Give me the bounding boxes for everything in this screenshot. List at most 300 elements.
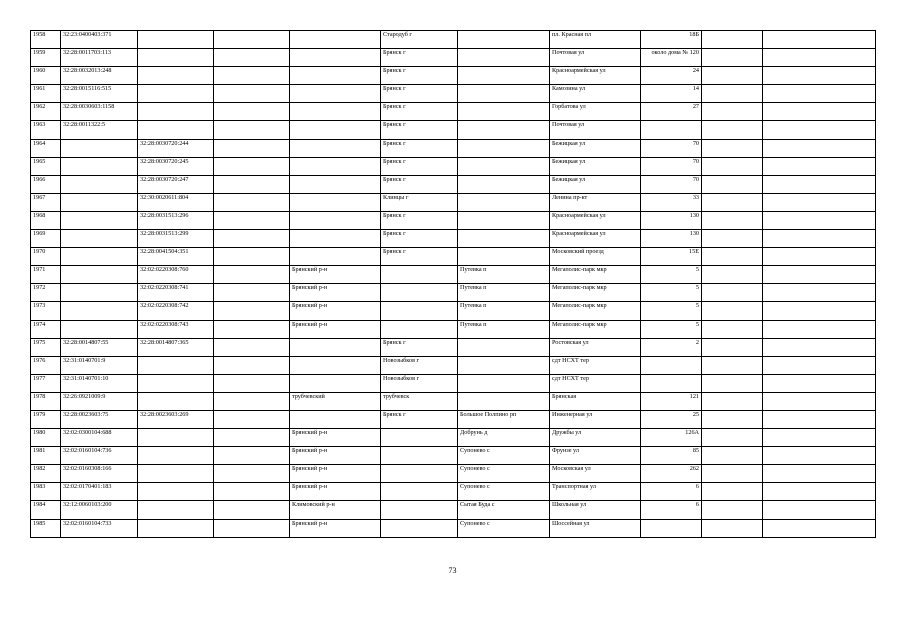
- street-cell: Почтовая ул: [550, 121, 641, 139]
- table-row: [31, 338, 876, 356]
- cadastral-number-2-cell: [138, 103, 214, 121]
- house-number-cell: 262: [641, 465, 702, 483]
- house-number-cell: 126А: [641, 429, 702, 447]
- extra-cell-1: [702, 501, 763, 519]
- cadastral-number-2-cell: 32:28:0041504:351: [138, 248, 214, 266]
- cadastral-number-cell: 32:28:0011703:113: [61, 49, 138, 67]
- cadastral-number-cell: 32:02:0300104:688: [61, 429, 138, 447]
- cadastral-number-2-cell: 32:02:0220308:742: [138, 302, 214, 320]
- street-cell: Московская ул: [550, 465, 641, 483]
- street-cell: Красноармейская ул: [550, 211, 641, 229]
- district-cell: Брянский р-н: [290, 483, 381, 501]
- district-cell: Брянский р-н: [290, 266, 381, 284]
- house-number-cell: 27: [641, 103, 702, 121]
- extra-cell-2: [763, 211, 876, 229]
- district-cell: [290, 157, 381, 175]
- house-number-cell: 70: [641, 157, 702, 175]
- city-cell: Стародуб г: [381, 31, 458, 49]
- table-row: [31, 284, 876, 302]
- extra-cell-1: [702, 356, 763, 374]
- extra-cell-2: [763, 320, 876, 338]
- table-row: [31, 31, 876, 49]
- street-cell: Мегаполис-парк мкр: [550, 320, 641, 338]
- extra-cell-2: [763, 501, 876, 519]
- street-cell: Бежицкая ул: [550, 175, 641, 193]
- district-cell: Брянский р-н: [290, 284, 381, 302]
- extra-cell-2: [763, 447, 876, 465]
- blank-cell: [214, 519, 290, 537]
- district-cell: [290, 139, 381, 157]
- row-number-cell: 1962: [31, 103, 61, 121]
- extra-cell-1: [702, 67, 763, 85]
- cadastral-number-2-cell: [138, 519, 214, 537]
- cadastral-number-cell: 32:28:0023603:75: [61, 410, 138, 428]
- row-number-cell: 1981: [31, 447, 61, 465]
- street-cell: Мегаполис-парк мкр: [550, 266, 641, 284]
- table-row: [31, 103, 876, 121]
- row-number-cell: 1983: [31, 483, 61, 501]
- street-cell: Московский проезд: [550, 248, 641, 266]
- district-cell: Брянский р-н: [290, 320, 381, 338]
- cadastral-number-2-cell: 32:28:0030720:247: [138, 175, 214, 193]
- extra-cell-1: [702, 103, 763, 121]
- blank-cell: [214, 483, 290, 501]
- cadastral-number-2-cell: 32:28:0030720:244: [138, 139, 214, 157]
- cadastral-number-2-cell: [138, 429, 214, 447]
- table-row: [31, 85, 876, 103]
- house-number-cell: 24: [641, 67, 702, 85]
- extra-cell-1: [702, 519, 763, 537]
- cadastral-number-cell: [61, 193, 138, 211]
- city-cell: Брянск г: [381, 85, 458, 103]
- cadastral-number-cell: 32:02:0160308:166: [61, 465, 138, 483]
- district-cell: Брянский р-н: [290, 447, 381, 465]
- street-cell: Бежицкая ул: [550, 157, 641, 175]
- cadastral-number-cell: 32:31:0140701:10: [61, 374, 138, 392]
- street-cell: Ленина пр-кт: [550, 193, 641, 211]
- cadastral-number-2-cell: [138, 501, 214, 519]
- district-cell: [290, 31, 381, 49]
- cadastral-number-cell: [61, 139, 138, 157]
- street-cell: сдт НСХТ тер: [550, 356, 641, 374]
- settlement-cell: [458, 85, 550, 103]
- extra-cell-2: [763, 302, 876, 320]
- cadastral-number-cell: 32:28:0032013:248: [61, 67, 138, 85]
- extra-cell-1: [702, 410, 763, 428]
- cadastral-number-2-cell: 32:02:0220308:741: [138, 284, 214, 302]
- settlement-cell: [458, 175, 550, 193]
- row-number-cell: 1964: [31, 139, 61, 157]
- settlement-cell: [458, 356, 550, 374]
- settlement-cell: [458, 67, 550, 85]
- settlement-cell: [458, 392, 550, 410]
- settlement-cell: [458, 230, 550, 248]
- blank-cell: [214, 356, 290, 374]
- settlement-cell: [458, 49, 550, 67]
- cadastral-number-2-cell: [138, 121, 214, 139]
- table-row: [31, 374, 876, 392]
- city-cell: [381, 429, 458, 447]
- extra-cell-1: [702, 483, 763, 501]
- table-row: [31, 392, 876, 410]
- city-cell: [381, 501, 458, 519]
- district-cell: [290, 211, 381, 229]
- house-number-cell: 85: [641, 447, 702, 465]
- table-row: [31, 67, 876, 85]
- extra-cell-2: [763, 85, 876, 103]
- extra-cell-1: [702, 374, 763, 392]
- cadastral-number-2-cell: 32:30:0020611:804: [138, 193, 214, 211]
- extra-cell-2: [763, 410, 876, 428]
- cadastral-number-2-cell: 32:28:0031513:296: [138, 211, 214, 229]
- extra-cell-1: [702, 175, 763, 193]
- extra-cell-1: [702, 465, 763, 483]
- table-row: [31, 410, 876, 428]
- cadastral-number-2-cell: [138, 483, 214, 501]
- extra-cell-2: [763, 121, 876, 139]
- extra-cell-2: [763, 284, 876, 302]
- cadastral-number-cell: [61, 320, 138, 338]
- district-cell: [290, 103, 381, 121]
- cadastral-number-cell: [61, 266, 138, 284]
- cadastral-number-2-cell: [138, 67, 214, 85]
- street-cell: Дружбы ул: [550, 429, 641, 447]
- cadastral-number-cell: [61, 230, 138, 248]
- house-number-cell: 70: [641, 175, 702, 193]
- table-row: [31, 248, 876, 266]
- extra-cell-2: [763, 157, 876, 175]
- row-number-cell: 1980: [31, 429, 61, 447]
- extra-cell-2: [763, 374, 876, 392]
- settlement-cell: [458, 374, 550, 392]
- row-number-cell: 1975: [31, 338, 61, 356]
- house-number-cell: 121: [641, 392, 702, 410]
- extra-cell-1: [702, 157, 763, 175]
- house-number-cell: 70: [641, 139, 702, 157]
- city-cell: Брянск г: [381, 175, 458, 193]
- street-cell: Бежицкая ул: [550, 139, 641, 157]
- extra-cell-1: [702, 338, 763, 356]
- city-cell: Брянск г: [381, 410, 458, 428]
- street-cell: Камозина ул: [550, 85, 641, 103]
- city-cell: Брянск г: [381, 157, 458, 175]
- city-cell: Клинцы г: [381, 193, 458, 211]
- extra-cell-1: [702, 320, 763, 338]
- settlement-cell: Путевка п: [458, 302, 550, 320]
- city-cell: [381, 302, 458, 320]
- district-cell: [290, 248, 381, 266]
- district-cell: [290, 67, 381, 85]
- street-cell: Шоссейная ул: [550, 519, 641, 537]
- district-cell: [290, 230, 381, 248]
- extra-cell-2: [763, 175, 876, 193]
- row-number-cell: 1978: [31, 392, 61, 410]
- settlement-cell: Путевка п: [458, 266, 550, 284]
- district-cell: Брянский р-н: [290, 302, 381, 320]
- table-row: [31, 139, 876, 157]
- row-number-cell: 1976: [31, 356, 61, 374]
- city-cell: [381, 447, 458, 465]
- cadastral-number-2-cell: [138, 374, 214, 392]
- blank-cell: [214, 31, 290, 49]
- table-row: [31, 429, 876, 447]
- cadastral-number-cell: [61, 248, 138, 266]
- blank-cell: [214, 320, 290, 338]
- table-body: [31, 31, 876, 538]
- extra-cell-1: [702, 429, 763, 447]
- street-cell: Брянская: [550, 392, 641, 410]
- house-number-cell: около дома № 120: [641, 49, 702, 67]
- district-cell: [290, 338, 381, 356]
- row-number-cell: 1959: [31, 49, 61, 67]
- city-cell: трубчевск: [381, 392, 458, 410]
- street-cell: сдт НСХТ тер: [550, 374, 641, 392]
- settlement-cell: Супонево с: [458, 447, 550, 465]
- cadastral-number-cell: 32:28:0014807:55: [61, 338, 138, 356]
- extra-cell-2: [763, 465, 876, 483]
- blank-cell: [214, 248, 290, 266]
- row-number-cell: 1982: [31, 465, 61, 483]
- table-row: [31, 157, 876, 175]
- cadastral-number-cell: [61, 157, 138, 175]
- table-row: [31, 320, 876, 338]
- cadastral-number-2-cell: 32:28:0014807:365: [138, 338, 214, 356]
- district-cell: [290, 356, 381, 374]
- blank-cell: [214, 121, 290, 139]
- city-cell: Брянск г: [381, 230, 458, 248]
- settlement-cell: Путевка п: [458, 284, 550, 302]
- street-cell: Мегаполис-парк мкр: [550, 302, 641, 320]
- extra-cell-1: [702, 284, 763, 302]
- extra-cell-1: [702, 230, 763, 248]
- blank-cell: [214, 157, 290, 175]
- house-number-cell: 15Е: [641, 248, 702, 266]
- row-number-cell: 1973: [31, 302, 61, 320]
- settlement-cell: Супонево с: [458, 483, 550, 501]
- settlement-cell: [458, 193, 550, 211]
- blank-cell: [214, 175, 290, 193]
- city-cell: Брянск г: [381, 338, 458, 356]
- settlement-cell: [458, 139, 550, 157]
- table-row: [31, 356, 876, 374]
- cadastral-number-cell: 32:02:0160104:733: [61, 519, 138, 537]
- settlement-cell: [458, 338, 550, 356]
- street-cell: Транспортная ул: [550, 483, 641, 501]
- table-row: [31, 266, 876, 284]
- settlement-cell: Супонево с: [458, 465, 550, 483]
- row-number-cell: 1985: [31, 519, 61, 537]
- blank-cell: [214, 410, 290, 428]
- blank-cell: [214, 193, 290, 211]
- row-number-cell: 1974: [31, 320, 61, 338]
- cadastral-number-cell: 32:02:0160104:736: [61, 447, 138, 465]
- extra-cell-1: [702, 302, 763, 320]
- street-cell: Горбатова ул: [550, 103, 641, 121]
- cadastral-number-cell: 32:28:0030603:1158: [61, 103, 138, 121]
- table-row: [31, 465, 876, 483]
- cadastral-number-cell: 32:26:0921009:9: [61, 392, 138, 410]
- blank-cell: [214, 338, 290, 356]
- extra-cell-2: [763, 139, 876, 157]
- extra-cell-1: [702, 447, 763, 465]
- extra-cell-2: [763, 103, 876, 121]
- street-cell: Мегаполис-парк мкр: [550, 284, 641, 302]
- row-number-cell: 1958: [31, 31, 61, 49]
- settlement-cell: Большое Полпино рп: [458, 410, 550, 428]
- street-cell: пл. Красная пл: [550, 31, 641, 49]
- cadastral-number-2-cell: 32:02:0220308:760: [138, 266, 214, 284]
- street-cell: Красноармейская ул: [550, 67, 641, 85]
- house-number-cell: 18Б: [641, 31, 702, 49]
- settlement-cell: Добрунь д: [458, 429, 550, 447]
- district-cell: [290, 193, 381, 211]
- cadastral-number-cell: [61, 175, 138, 193]
- extra-cell-2: [763, 338, 876, 356]
- district-cell: [290, 374, 381, 392]
- city-cell: Брянск г: [381, 121, 458, 139]
- cadastral-number-cell: [61, 211, 138, 229]
- city-cell: [381, 320, 458, 338]
- blank-cell: [214, 465, 290, 483]
- city-cell: Новозыбков г: [381, 374, 458, 392]
- row-number-cell: 1965: [31, 157, 61, 175]
- city-cell: [381, 284, 458, 302]
- cadastral-number-cell: [61, 302, 138, 320]
- row-number-cell: 1966: [31, 175, 61, 193]
- table-row: [31, 175, 876, 193]
- house-number-cell: 5: [641, 284, 702, 302]
- street-cell: Фрунзе ул: [550, 447, 641, 465]
- city-cell: Брянск г: [381, 248, 458, 266]
- cadastral-number-2-cell: [138, 392, 214, 410]
- blank-cell: [214, 139, 290, 157]
- cadastral-number-cell: 32:28:0011322:5: [61, 121, 138, 139]
- house-number-cell: 130: [641, 211, 702, 229]
- settlement-cell: Сытая Буда с: [458, 501, 550, 519]
- city-cell: Новозыбков г: [381, 356, 458, 374]
- district-cell: Брянский р-н: [290, 429, 381, 447]
- city-cell: Брянск г: [381, 49, 458, 67]
- blank-cell: [214, 230, 290, 248]
- settlement-cell: [458, 157, 550, 175]
- house-number-cell: [641, 519, 702, 537]
- table-row: [31, 211, 876, 229]
- house-number-cell: [641, 356, 702, 374]
- row-number-cell: 1984: [31, 501, 61, 519]
- city-cell: Брянск г: [381, 103, 458, 121]
- row-number-cell: 1979: [31, 410, 61, 428]
- cadastral-number-2-cell: 32:02:0220308:743: [138, 320, 214, 338]
- blank-cell: [214, 67, 290, 85]
- city-cell: [381, 266, 458, 284]
- settlement-cell: Путевка п: [458, 320, 550, 338]
- settlement-cell: [458, 31, 550, 49]
- extra-cell-2: [763, 392, 876, 410]
- blank-cell: [214, 103, 290, 121]
- city-cell: Брянск г: [381, 139, 458, 157]
- blank-cell: [214, 302, 290, 320]
- city-cell: [381, 483, 458, 501]
- cadastral-number-cell: 32:23:0400403:371: [61, 31, 138, 49]
- house-number-cell: 5: [641, 320, 702, 338]
- settlement-cell: [458, 121, 550, 139]
- extra-cell-1: [702, 211, 763, 229]
- house-number-cell: 5: [641, 266, 702, 284]
- table-row: [31, 483, 876, 501]
- street-cell: Школьная ул: [550, 501, 641, 519]
- page-number: 73: [448, 566, 457, 575]
- row-number-cell: 1972: [31, 284, 61, 302]
- extra-cell-1: [702, 85, 763, 103]
- blank-cell: [214, 374, 290, 392]
- blank-cell: [214, 501, 290, 519]
- house-number-cell: 25: [641, 410, 702, 428]
- city-cell: Брянск г: [381, 211, 458, 229]
- extra-cell-1: [702, 121, 763, 139]
- row-number-cell: 1963: [31, 121, 61, 139]
- house-number-cell: 5: [641, 302, 702, 320]
- street-cell: Ростовская ул: [550, 338, 641, 356]
- district-cell: [290, 85, 381, 103]
- cadastral-number-cell: 32:02:0170401:183: [61, 483, 138, 501]
- extra-cell-2: [763, 266, 876, 284]
- table-row: [31, 49, 876, 67]
- cadastral-number-cell: [61, 284, 138, 302]
- street-cell: Почтовая ул: [550, 49, 641, 67]
- extra-cell-1: [702, 49, 763, 67]
- district-cell: Климовский р-н: [290, 501, 381, 519]
- settlement-cell: Супонево с: [458, 519, 550, 537]
- street-cell: Инженерная ул: [550, 410, 641, 428]
- extra-cell-1: [702, 248, 763, 266]
- extra-cell-2: [763, 519, 876, 537]
- table-row: [31, 501, 876, 519]
- extra-cell-2: [763, 230, 876, 248]
- row-number-cell: 1970: [31, 248, 61, 266]
- blank-cell: [214, 392, 290, 410]
- row-number-cell: 1968: [31, 211, 61, 229]
- extra-cell-2: [763, 356, 876, 374]
- table-row: [31, 302, 876, 320]
- street-cell: Красноармейская ул: [550, 230, 641, 248]
- blank-cell: [214, 85, 290, 103]
- cadastral-number-2-cell: [138, 85, 214, 103]
- extra-cell-1: [702, 193, 763, 211]
- district-cell: Брянский р-н: [290, 519, 381, 537]
- district-cell: [290, 121, 381, 139]
- extra-cell-2: [763, 248, 876, 266]
- house-number-cell: [641, 121, 702, 139]
- cadastral-number-2-cell: [138, 49, 214, 67]
- row-number-cell: 1971: [31, 266, 61, 284]
- extra-cell-2: [763, 31, 876, 49]
- house-number-cell: [641, 374, 702, 392]
- district-cell: Брянский р-н: [290, 465, 381, 483]
- blank-cell: [214, 266, 290, 284]
- extra-cell-2: [763, 67, 876, 85]
- house-number-cell: 2: [641, 338, 702, 356]
- district-cell: трубчевский: [290, 392, 381, 410]
- registry-table: [30, 30, 876, 538]
- extra-cell-2: [763, 193, 876, 211]
- extra-cell-1: [702, 266, 763, 284]
- blank-cell: [214, 211, 290, 229]
- extra-cell-1: [702, 139, 763, 157]
- cadastral-number-2-cell: [138, 465, 214, 483]
- table-row: [31, 121, 876, 139]
- table-row: [31, 519, 876, 537]
- cadastral-number-cell: 32:12:0060103:200: [61, 501, 138, 519]
